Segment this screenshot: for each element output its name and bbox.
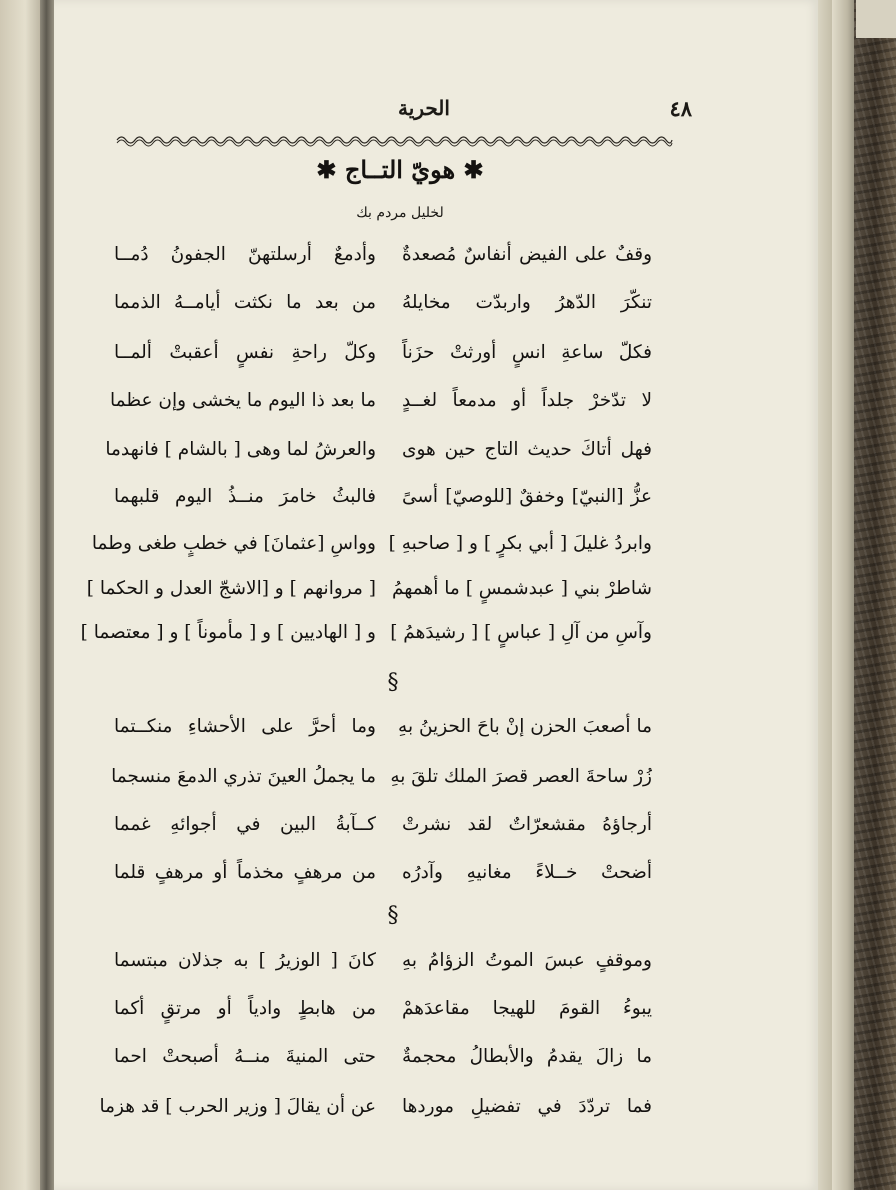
verse-first-hemistich: تنكّرَ الدّهرُ واربدّت مخايلهُ — [402, 292, 652, 313]
wavy-rule — [117, 133, 672, 147]
verse-second-hemistich: وما أحرَّ على الأحشاءِ منكــتما — [114, 716, 376, 737]
verse-line — [0, 998, 896, 1038]
verse-first-hemistich: يبوءُ القومَ للهيجا مقاعدَهمْ — [402, 998, 652, 1019]
verse-first-hemistich: لا تدّخرْ جلداً أو مدمعاً لغــدٍ — [402, 390, 652, 411]
section-divider: § — [387, 903, 399, 928]
verse-line — [0, 622, 896, 662]
verse-line — [0, 814, 896, 854]
verse-second-hemistich: ما يجملُ العينَ تذري الدمعَ منسجما — [111, 766, 376, 787]
verse-second-hemistich: من مرهفٍ مخذماً أو مرهفٍ قلما — [114, 862, 376, 883]
verse-first-hemistich: فكلّ ساعةِ انسٍ أورثتْ حزَناً — [402, 342, 652, 363]
verse-second-hemistich: من بعد ما نكثت أيامــهُ الذمما — [114, 292, 376, 313]
verse-second-hemistich: من هابطٍ وادياً أو مرتقٍ أكما — [114, 998, 376, 1019]
verse-second-hemistich: وواسِ [عثمانَ] في خطبٍ طغى وطما — [91, 533, 376, 554]
verse-first-hemistich: وابردُ غليلَ [ أبي بكرٍ ] و [ صاحبهِ ] — [388, 533, 652, 554]
verse-line — [0, 486, 896, 526]
verse-second-hemistich: و [ الهاديين ] و [ مأموناً ] و [ معتصما ] — [80, 622, 376, 643]
verse-line — [0, 342, 896, 382]
verse-first-hemistich: شاطرْ بني [ عبدشمسٍ ] ما أهمهمُ — [391, 578, 652, 599]
verse-line — [0, 533, 896, 573]
verse-second-hemistich: والعرشُ لما وهى [ بالشام ] فانهدما — [105, 439, 376, 460]
running-title: الحرية — [398, 96, 450, 120]
verse-line — [0, 292, 896, 332]
verse-line — [0, 578, 896, 618]
section-divider: § — [387, 670, 399, 695]
verse-line — [0, 439, 896, 479]
verse-line — [0, 766, 896, 806]
verse-second-hemistich: وكلّ راحةِ نفسٍ أعقبتْ ألمــا — [114, 342, 376, 363]
verse-first-hemistich: وقفٌ على الفيض أنفاسٌ مُصعدةٌ — [402, 244, 652, 265]
verse-second-hemistich: [ مروانهم ] و [الاشجّ العدل و الحكما ] — [86, 578, 376, 599]
page-header — [54, 96, 820, 136]
verse-second-hemistich: وأدمعٌ أرسلتهنّ الجفونُ دُمــا — [114, 244, 376, 265]
verse-line — [0, 716, 896, 756]
verse-second-hemistich: عن أن يقالَ [ وزير الحرب ] قد هزما — [99, 1096, 376, 1117]
verse-first-hemistich: ما أصعبَ الحزن إنْ باحَ الحزينُ بهِ — [398, 716, 652, 737]
verse-second-hemistich: كــآبةُ البين في أجوائهِ غمما — [114, 814, 376, 835]
verse-first-hemistich: وموقفٍ عبسَ الموتُ الزؤامُ بهِ — [402, 950, 652, 971]
verse-first-hemistich: وآسِ من آلِ [ عباسٍ ] [ رشيدَهمُ ] — [390, 622, 652, 643]
verse-second-hemistich: ما بعد ذا اليوم ما يخشى وإن عظما — [109, 390, 376, 411]
verse-first-hemistich: عزُّ [النبيّ] وخفقٌ [للوصيّ] أسىً — [402, 486, 652, 507]
wavy-rule-line-2 — [117, 140, 672, 146]
verse-line — [0, 950, 896, 990]
verse-line — [0, 244, 896, 284]
page-number: ٤٨ — [669, 96, 692, 121]
verse-first-hemistich: أرجاؤهُ مقشعرّاتٌ لقد نشرتْ — [402, 814, 652, 835]
poem-byline: لخليل مردم بك — [356, 205, 444, 221]
verse-line — [0, 862, 896, 902]
poem-title: ✱ هويّ التــاج ✱ — [316, 155, 484, 184]
verse-first-hemistich: ما زالَ يقدمُ والأبطالُ محجمةٌ — [402, 1046, 652, 1067]
verse-second-hemistich: فالبثُ خامرَ منــذُ اليوم قلبهما — [114, 486, 376, 507]
verse-line — [0, 1096, 896, 1136]
cover-corner — [856, 0, 896, 38]
verse-line — [0, 1046, 896, 1086]
verse-first-hemistich: فما تردّدَ في تفضيلِ موردها — [402, 1096, 652, 1117]
verse-second-hemistich: حتى المنيةَ منــهُ أصبحتْ احما — [114, 1046, 376, 1067]
verse-second-hemistich: كانَ [ الوزيرُ ] به جذلان مبتسما — [114, 950, 376, 971]
verse-first-hemistich: زُرْ ساحةَ العصر قصرَ الملك تلقَ بهِ — [390, 766, 652, 787]
verse-line — [0, 390, 896, 430]
verse-first-hemistich: أضحتْ خــلاءً مغانيهِ وآدرُه — [402, 862, 652, 883]
verse-first-hemistich: فهل أتاكَ حديث التاج حين هوى — [402, 439, 652, 460]
